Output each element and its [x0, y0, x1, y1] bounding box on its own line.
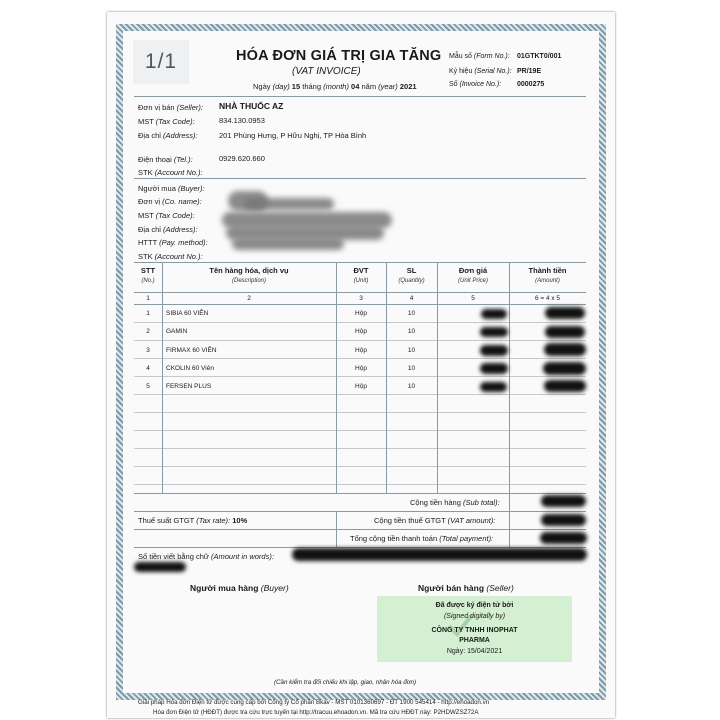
total-payment-label: Tổng cộng tiền thanh toán (Total payment): — [350, 534, 494, 543]
redaction — [481, 309, 507, 319]
col-header-desc: Tên hàng hóa, dịch vụ — [209, 266, 289, 275]
redaction — [134, 562, 186, 572]
seller-signature-label: Người bán hàng (Seller) — [418, 583, 514, 593]
buyer-pay-label: HTTT (Pay. method): — [138, 238, 208, 247]
row-no: 2 — [146, 328, 150, 335]
col-header-desc-en: (Description) — [231, 278, 266, 284]
invoice-subtitle: (VAT INVOICE) — [292, 66, 361, 77]
col-header-qty: SL — [406, 266, 417, 275]
row-qty: 10 — [407, 328, 416, 335]
tax-rate-label: Thuế suất GTGT (Tax rate): 10% — [138, 516, 248, 525]
seller-phone-label: Điện thoại (Tel.): — [138, 155, 193, 164]
row-qty: 10 — [407, 365, 416, 372]
redaction — [541, 495, 586, 507]
col-header-no-en: (No.) — [141, 278, 155, 284]
col-index: 2 — [247, 295, 251, 302]
seller-name: NHÀ THUỐC AZ — [219, 101, 284, 111]
row-desc: FIRMAX 60 VIÊN — [166, 347, 217, 354]
page-indicator: 1/1 — [133, 40, 189, 84]
signer-company: CÔNG TY TNHH INOPHAT — [431, 627, 518, 634]
col-index: 4 — [409, 295, 414, 302]
row-desc: FERSEN PLUS — [166, 383, 212, 390]
divider — [134, 178, 586, 179]
buyer-signature-label: Người mua hàng (Buyer) — [190, 583, 289, 593]
divider — [336, 511, 337, 547]
divider — [134, 529, 586, 530]
buyer-company-label: Đơn vị (Co. name): — [138, 197, 202, 206]
signer-company: PHARMA — [459, 637, 490, 644]
redaction — [543, 362, 586, 375]
redaction — [540, 532, 587, 544]
col-index: 6 = 4 x 5 — [534, 295, 561, 302]
col-header-amount: Thành tiền — [528, 266, 567, 275]
row-no: 1 — [146, 310, 150, 317]
lookup-footer: Hóa đơn Điện tử (HĐĐT) được tra cứu trực tuyến tại http://tracuu.ehoadon.vn. Mã tra cứu HĐĐT này: P2HDWZSZ72A — [153, 709, 479, 716]
check-note: (Cần kiểm tra đối chiếu khi lập, giao, nhận hóa đơn) — [274, 679, 417, 686]
row-unit: Hộp — [355, 310, 367, 317]
redaction — [545, 307, 585, 319]
col-header-unit-en: (Unit) — [353, 278, 369, 284]
row-unit: Hộp — [355, 365, 367, 372]
invoice-date: Ngày (day) 15 tháng (month) 04 năm (year) 2021 — [253, 82, 417, 91]
redaction — [545, 326, 585, 338]
form-no-label: Mẫu số (Form No.): — [449, 53, 510, 60]
row-desc: GAMIN — [166, 328, 188, 335]
row-no: 3 — [146, 347, 150, 354]
col-index: 1 — [146, 295, 150, 302]
buyer-account-label: STK (Account No.): — [138, 252, 203, 261]
seller-address-label: Địa chỉ (Address): — [138, 131, 198, 140]
col-header-price: Đơn giá — [458, 266, 488, 275]
redaction — [480, 382, 507, 392]
redaction — [232, 238, 344, 250]
redaction — [544, 380, 586, 392]
row-desc: SIBIA 60 VIÊN — [166, 310, 209, 317]
redaction — [244, 198, 334, 210]
amount-in-words-label: Số tiền viết bằng chữ (Amount in words): — [138, 552, 274, 561]
seller-account-label: STK (Account No.): — [138, 168, 203, 177]
row-qty: 10 — [407, 383, 416, 390]
subtotal-label: Cộng tiền hàng (Sub total): — [410, 498, 500, 507]
divider — [134, 511, 586, 512]
row-desc: CKOLIN 60 Viên — [166, 365, 214, 372]
redaction — [292, 548, 587, 561]
invoice-title: HÓA ĐƠN GIÁ TRỊ GIA TĂNG — [236, 48, 442, 64]
signed-date: Ngày: 15/04/2021 — [446, 648, 503, 655]
buyer-label: Người mua (Buyer): — [138, 184, 205, 193]
divider — [509, 493, 510, 547]
row-unit: Hộp — [355, 383, 367, 390]
buyer-address-label: Địa chỉ (Address): — [138, 225, 198, 234]
signed-line1: Đã được ký điện tử bởi — [435, 602, 514, 609]
row-unit: Hộp — [355, 347, 367, 354]
redaction — [480, 327, 508, 337]
col-index: 3 — [359, 295, 363, 302]
serial-label: Ký hiệu (Serial No.): — [449, 68, 512, 75]
row-qty: 10 — [407, 310, 416, 317]
redaction — [541, 514, 586, 526]
row-qty: 10 — [407, 347, 416, 354]
signed-line2: (Signed digitally by) — [443, 613, 506, 620]
form-no: 01GTKT0/001 — [517, 53, 562, 60]
seller-tax-code: 834.130.0953 — [219, 116, 265, 125]
seller-name-label: Đơn vị bán (Seller): — [138, 103, 203, 112]
col-index: 5 — [471, 295, 475, 302]
redaction — [544, 343, 586, 356]
buyer-tax-label: MST (Tax Code): — [138, 211, 195, 220]
row-no: 4 — [146, 365, 150, 372]
invoice-no-label: Số (Invoice No.): — [449, 81, 502, 88]
col-header-qty-en: (Quantity) — [398, 278, 425, 284]
provider-footer: Giải pháp Hóa đơn Điện tử được cung cấp bởi Công ty Cổ phần Bkav - MST 0101360697 - ĐT 1900 545414 - http://ehoadon.vn — [138, 699, 490, 706]
row-unit: Hộp — [355, 328, 367, 335]
row-no: 5 — [146, 383, 150, 390]
vat-amount-label: Cộng tiền thuế GTGT (VAT amount): — [374, 516, 496, 525]
col-header-no: STT — [140, 266, 156, 275]
divider — [134, 96, 586, 97]
redaction — [480, 363, 508, 374]
serial-no: PR/19E — [517, 68, 542, 75]
invoice-no: 0000275 — [517, 81, 545, 88]
col-header-amount-en: (Amount) — [535, 278, 560, 284]
seller-phone: 0929.620.660 — [219, 154, 265, 163]
redaction — [480, 345, 508, 356]
col-header-unit: ĐVT — [353, 266, 369, 275]
divider — [134, 262, 586, 263]
seller-address: 201 Phùng Hưng, P Hữu Nghị, TP Hòa Bình — [219, 131, 367, 140]
seller-tax-label: MST (Tax Code): — [138, 117, 195, 126]
col-header-price-en: (Unit Price) — [457, 278, 488, 284]
